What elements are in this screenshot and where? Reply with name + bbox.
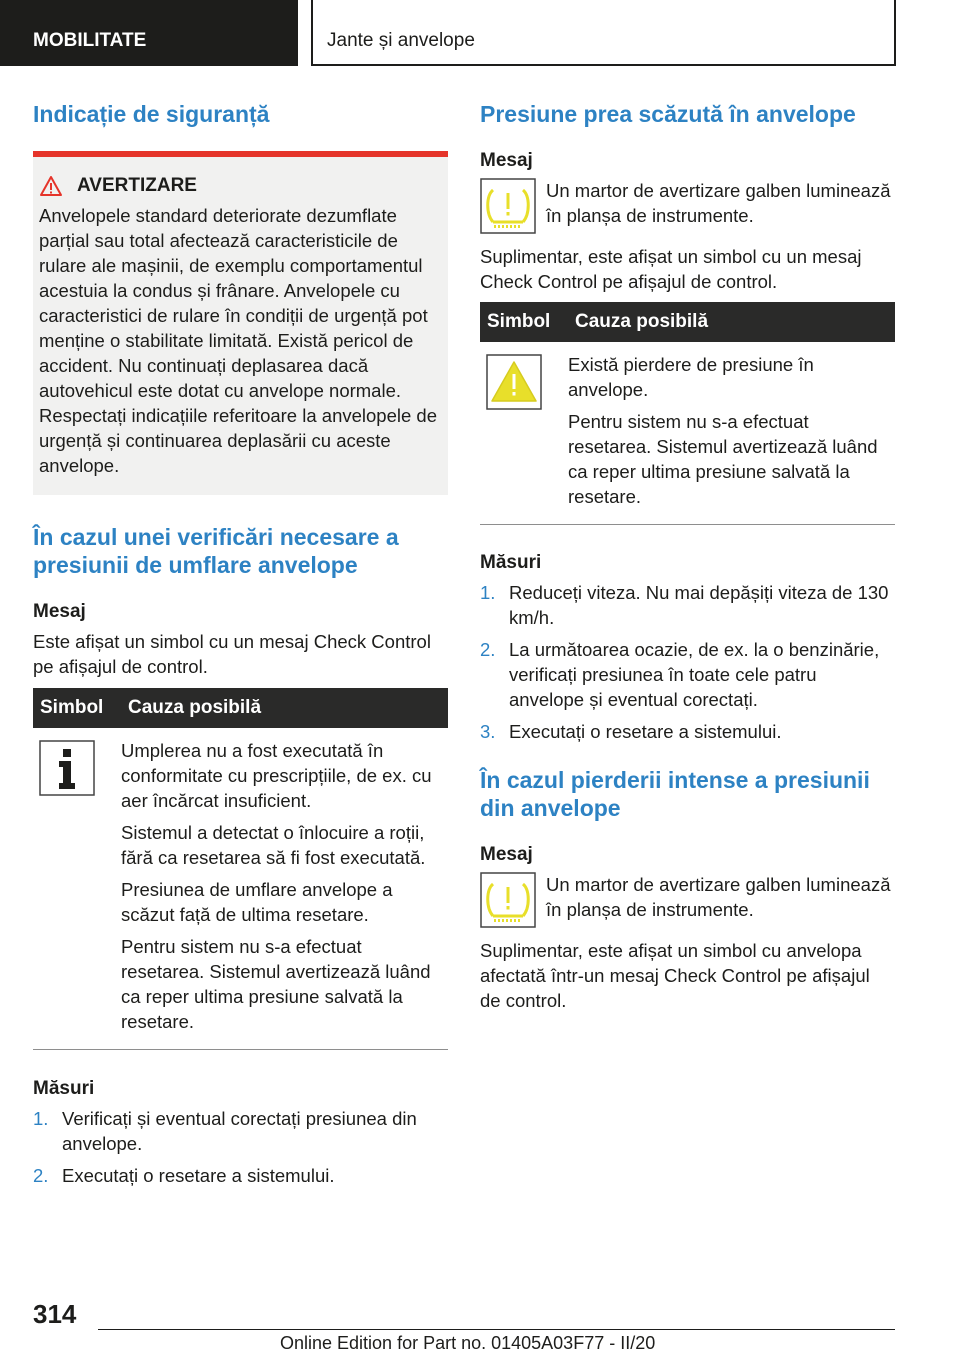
section-tab: [0, 0, 298, 66]
cause-item: Sistemul a detectat o înlocuire a roții, fără ca resetarea să fi fost executată.: [121, 822, 426, 868]
warning-text: Anvelopele standard deteriorate dezumflate parțial sau total afectează caracteristicile de rulare ale mașinii, de exemplu comportamentul acestuia la condus și frânare. Anvelopele cu caracteristici de rulare în condiții de urgență pot menține o stabilitate limitată. Există pericol de accident. Nu continuați deplasarea dacă autovehicul este dotat cu anvelope normale. Respectați indicațiile referitoare la anvelopele de urgență și continuarea deplasării cu aceste anvelope.: [39, 205, 437, 476]
message-label: Mesaj: [480, 844, 533, 865]
warning-box: [33, 151, 448, 495]
step-number: 1.: [33, 1108, 49, 1129]
info-icon: [39, 740, 95, 796]
extra-text: Suplimentar, este afișat un simbol cu anvelopa afectată într-un mesaj Check Control pe afișajul de control.: [480, 940, 870, 1011]
cause-item: Există pierdere de presiune în anvelope.: [568, 354, 814, 400]
step-text: Reduceți viteza. Nu mai depășiți viteza de 130 km/h.: [509, 582, 889, 628]
cause-item: Umplerea nu a fost executată în conformitate cu prescripțiile, de ex. cu aer încărcat insuficient.: [121, 740, 432, 811]
measures-list: [480, 580, 895, 744]
tire-pressure-icon: [480, 872, 536, 928]
list-item: [480, 637, 895, 712]
list-item: [480, 719, 895, 744]
yellow-warning-icon: [486, 354, 542, 410]
measures-label: Măsuri: [480, 552, 542, 573]
check-heading: În cazul unei verificări necesare a presiunii de umflare anvelope: [33, 524, 399, 578]
page-number: 314: [33, 1299, 77, 1329]
step-number: 1.: [480, 582, 496, 603]
left-column: [33, 100, 448, 1195]
indicator-text: Un martor de avertizare galben luminează în planșa de instrumente.: [546, 874, 891, 920]
measures-list: [33, 1106, 448, 1188]
warning-title: AVERTIZARE: [77, 175, 197, 196]
list-item: [33, 1106, 448, 1156]
table-header-cause: Cauza posibilă: [568, 302, 895, 342]
indicator-row: [480, 872, 895, 928]
warning-triangle-icon: [39, 175, 63, 197]
intense-loss-heading: În cazul pierderii intense a presiunii din anvelope: [480, 767, 870, 821]
step-number: 2.: [480, 639, 496, 660]
chapter-title: Jante și anvelope: [327, 30, 475, 51]
extra-text: Suplimentar, este afișat un simbol cu un mesaj Check Control pe afișajul de control.: [480, 246, 862, 292]
step-text: La următoarea ocazie, de ex. la o benzinărie, verificați presiunea în toate cele patru anvelope și eventual corectați.: [509, 639, 880, 710]
indicator-text: Un martor de avertizare galben luminează în planșa de instrumente.: [546, 180, 891, 226]
step-number: 2.: [33, 1165, 49, 1186]
message-label: Mesaj: [480, 150, 533, 171]
symbol-table: [33, 688, 448, 1050]
footer-divider: [98, 1329, 895, 1330]
measures-label: Măsuri: [33, 1078, 95, 1099]
right-column: [480, 100, 895, 1013]
cause-item: Pentru sistem nu s-a efectuat resetarea. Sistemul avertizează luând ca reper ultima presiune salvată la resetare.: [568, 411, 878, 507]
chapter-tab: [311, 0, 896, 66]
step-number: 3.: [480, 721, 496, 742]
section-title: MOBILITATE: [33, 30, 147, 51]
table-header-symbol: Simbol: [33, 688, 121, 728]
message-label: Mesaj: [33, 601, 86, 622]
low-pressure-heading: Presiune prea scăzută în anvelope: [480, 101, 856, 127]
cause-item: Pentru sistem nu s-a efectuat resetarea. Sistemul avertizează luând ca reper ultima presiune salvată la resetare.: [121, 936, 431, 1032]
safety-heading: Indicație de siguranță: [33, 101, 270, 127]
indicator-row: [480, 178, 895, 234]
list-item: [480, 580, 895, 630]
message-text: Este afișat un simbol cu un mesaj Check Control pe afișajul de control.: [33, 631, 431, 677]
step-text: Verificați și eventual corectați presiunea din anvelope.: [62, 1108, 417, 1154]
tire-pressure-icon: [480, 178, 536, 234]
symbol-table: [480, 302, 895, 525]
step-text: Executați o resetare a sistemului.: [62, 1165, 335, 1186]
table-header-cause: Cauza posibilă: [121, 688, 448, 728]
list-item: [33, 1163, 448, 1188]
table-header-symbol: Simbol: [480, 302, 568, 342]
edition-text: Online Edition for Part no. 01405A03F77 - II/20: [280, 1333, 656, 1353]
step-text: Executați o resetare a sistemului.: [509, 721, 782, 742]
cause-item: Presiunea de umflare anvelope a scăzut față de ultima resetare.: [121, 879, 393, 925]
